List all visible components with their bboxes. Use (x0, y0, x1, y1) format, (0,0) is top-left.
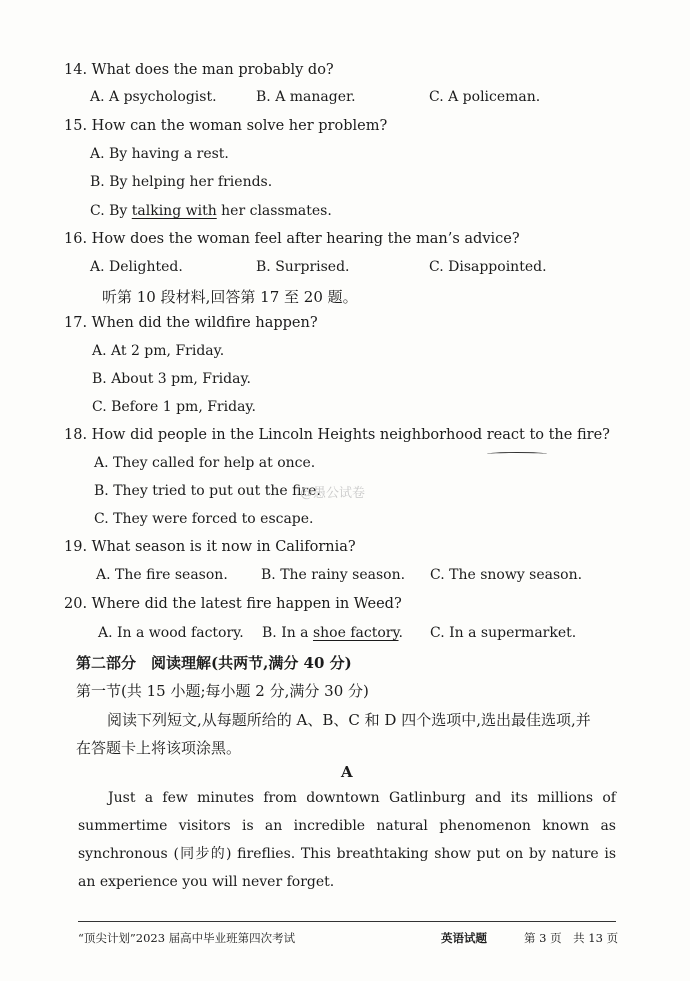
question-18-option-b: B. They tried to put out the fire. (94, 483, 321, 499)
footer-page-number: 第 3 页 共 13 页 (524, 931, 619, 945)
question-17-option-c: C. Before 1 pm, Friday. (92, 399, 256, 415)
pen-mark (487, 452, 547, 456)
question-20-option-c: C. In a supermarket. (430, 625, 577, 641)
question-15-option-b: B. By helping her friends. (90, 174, 273, 190)
question-19-option-b: B. The rainy season. (261, 567, 406, 583)
reading-instruction-line-1: 阅读下列短文,从每题所给的 A、B、C 和 D 四个选项中,选出最佳选项,并 (107, 711, 591, 729)
question-15-stem: 15. How can the woman solve her problem? (64, 118, 388, 134)
question-14-option-a: A. A psychologist. (90, 89, 217, 105)
question-18-option-a: A. They called for help at once. (94, 455, 316, 471)
question-20-stem: 20. Where did the latest fire happen in Weed? (64, 596, 402, 612)
footer-divider (78, 921, 616, 922)
underlined-phrase: talking with (131, 203, 217, 219)
reading-instruction-line-2: 在答题卡上将该项涂黑。 (76, 739, 242, 757)
question-14-option-c: C. A policeman. (429, 89, 541, 105)
option-c-suffix: her classmates. (216, 203, 332, 219)
question-15-option-c (90, 203, 332, 219)
question-16-option-b: B. Surprised. (256, 259, 350, 275)
option-b-suffix: . (398, 625, 403, 641)
option-c-prefix: C. By (90, 203, 132, 219)
section-one-heading: 第一节(共 15 小题;每小题 2 分,满分 30 分) (76, 682, 369, 700)
question-16-stem: 16. How does the woman feel after hearing the man’s advice? (64, 231, 520, 247)
question-14-option-b: B. A manager. (256, 89, 356, 105)
question-20-option-b (262, 625, 403, 641)
question-14-stem: 14. What does the man probably do? (64, 62, 334, 78)
question-19-stem: 19. What season is it now in California? (64, 539, 356, 555)
underlined-phrase: shoe factory (312, 625, 399, 641)
question-18-option-c: C. They were forced to escape. (94, 511, 314, 527)
question-16-option-a: A. Delighted. (90, 259, 183, 275)
question-18-stem: 18. How did people in the Lincoln Heights neighborhood react to the fire? (64, 427, 610, 443)
question-17-option-b: B. About 3 pm, Friday. (92, 371, 251, 387)
question-17-option-a: A. At 2 pm, Friday. (92, 343, 225, 359)
listening-instruction: 听第 10 段材料,回答第 17 至 20 题。 (102, 288, 358, 306)
watermark: @愚公试卷 (300, 486, 366, 501)
passage-paragraph: Just a few minutes from downtown Gatlinburg and its millions of summertime visitors is an incredible natural phenomenon known as synchronous (同步的) fireflies. This breathtaking show put on by nature is an experience you will never forget. (78, 790, 616, 890)
option-b-prefix: B. In a (262, 625, 313, 641)
question-15-option-a: A. By having a rest. (90, 146, 229, 162)
footer-exam-title: “顶尖计划”2023 届高中毕业班第四次考试 (78, 931, 296, 945)
question-20-option-a: A. In a wood factory. (98, 625, 244, 641)
question-19-option-c: C. The snowy season. (430, 567, 583, 583)
passage-label: A (341, 763, 353, 781)
footer-subject: 英语试题 (441, 931, 487, 945)
question-16-option-c: C. Disappointed. (429, 259, 547, 275)
part-two-heading: 第二部分 阅读理解(共两节,满分 40 分) (76, 654, 352, 672)
question-17-stem: 17. When did the wildfire happen? (64, 315, 318, 331)
question-19-option-a: A. The fire season. (96, 567, 228, 583)
